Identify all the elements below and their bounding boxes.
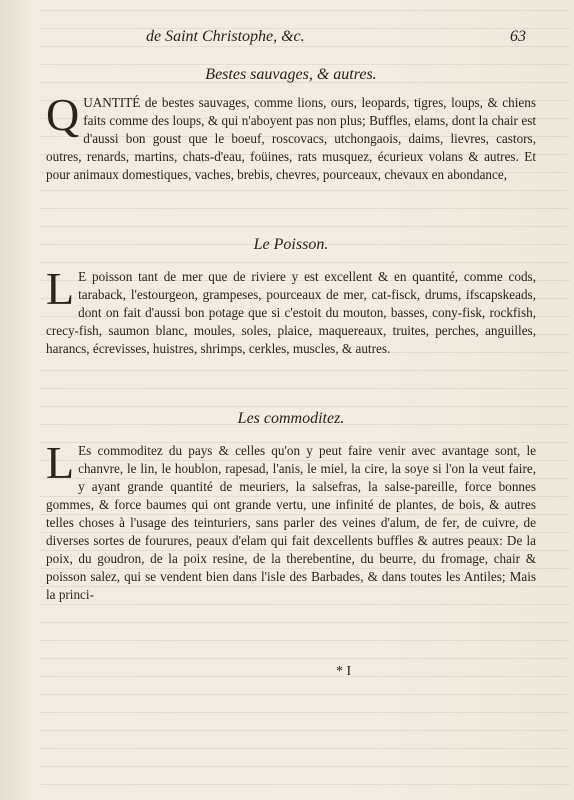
paragraph-poisson: [46, 263, 536, 358]
section-title-poisson: Le Poisson.: [253, 236, 329, 253]
running-title: de Saint Christophe, &c.: [146, 28, 305, 45]
paragraph-bestes: [46, 89, 536, 184]
section-bestes: [46, 89, 536, 184]
drop-cap: L: [46, 263, 75, 314]
paragraph-text: UANTITÉ de bestes sauvages, comme lions, ours, leopards, tigres, loups, & chiens faits comme des loups, & qui n'aboyent pas non plus; Buffles, elams, dont la chair est d'aussi bon goust que le boeuf, roscovacs, utchongaois, daims, lievres, castors, outres, renards, martins, chats-d'eau, foüines, rats musquez, écurieux volans & autres. Et pour animaux domestiques, vaches, brebis, chevres, pourceaux, chevaux en abondance,: [46, 95, 536, 182]
paragraph-commoditez: [46, 437, 536, 604]
section-title-bestes: Bestes sauvages, & autres.: [205, 66, 377, 83]
paragraph-text: Es commoditez du pays & celles qu'on y peut faire venir avec avantage sont, le chanvre, le lin, le houblon, rapesad, l'anis, le miel, la cire, la soye si l'on la veut faire, y ayant grande quantité de meuriers, la salsefras, la salse-pareille, force bonnes gommes, & force baumes qui ont grande vertu, une infinité de plantes, de bois, & autres telles choses à l'usage des teinturiers, sans parler des veines d'alum, de fer, de cuivre, de diverses sortes de fourures, peaux d'elam qui fait dexcellents buffles & autres peaux: De la poix, du goudron, de la poix resine, de la therebentine, du beurre, du fromage, chair & poisson salez, qui se vendent bien dans l'isle des Barbades, & dans toutes les Antiles; Mais la princi-: [46, 443, 536, 602]
page-number: 63: [510, 28, 526, 45]
drop-cap: Q: [46, 89, 80, 140]
drop-cap: L: [46, 437, 75, 488]
catchword: * I: [336, 664, 352, 679]
section-title-commoditez: Les commoditez.: [237, 410, 345, 427]
section-commoditez: [46, 437, 536, 604]
section-poisson: [46, 263, 536, 358]
page-header: [46, 28, 536, 52]
paragraph-text: E poisson tant de mer que de riviere y est excellent & en quantité, comme cods, taraback, l'estourgeon, grampeses, pourceaux de mer, cat-fisck, drums, ifscapskeads, dont on fait d'aussi bon potage que si c'estoit du mouton, basses, cony-fisk, rockfish, crecy-fish, saumon blanc, moules, soles, plaice, maquereaux, truites, perches, anguilles, harancs, écrevisses, huistres, shrimps, cerkles, muscles, & autres.: [46, 269, 536, 356]
